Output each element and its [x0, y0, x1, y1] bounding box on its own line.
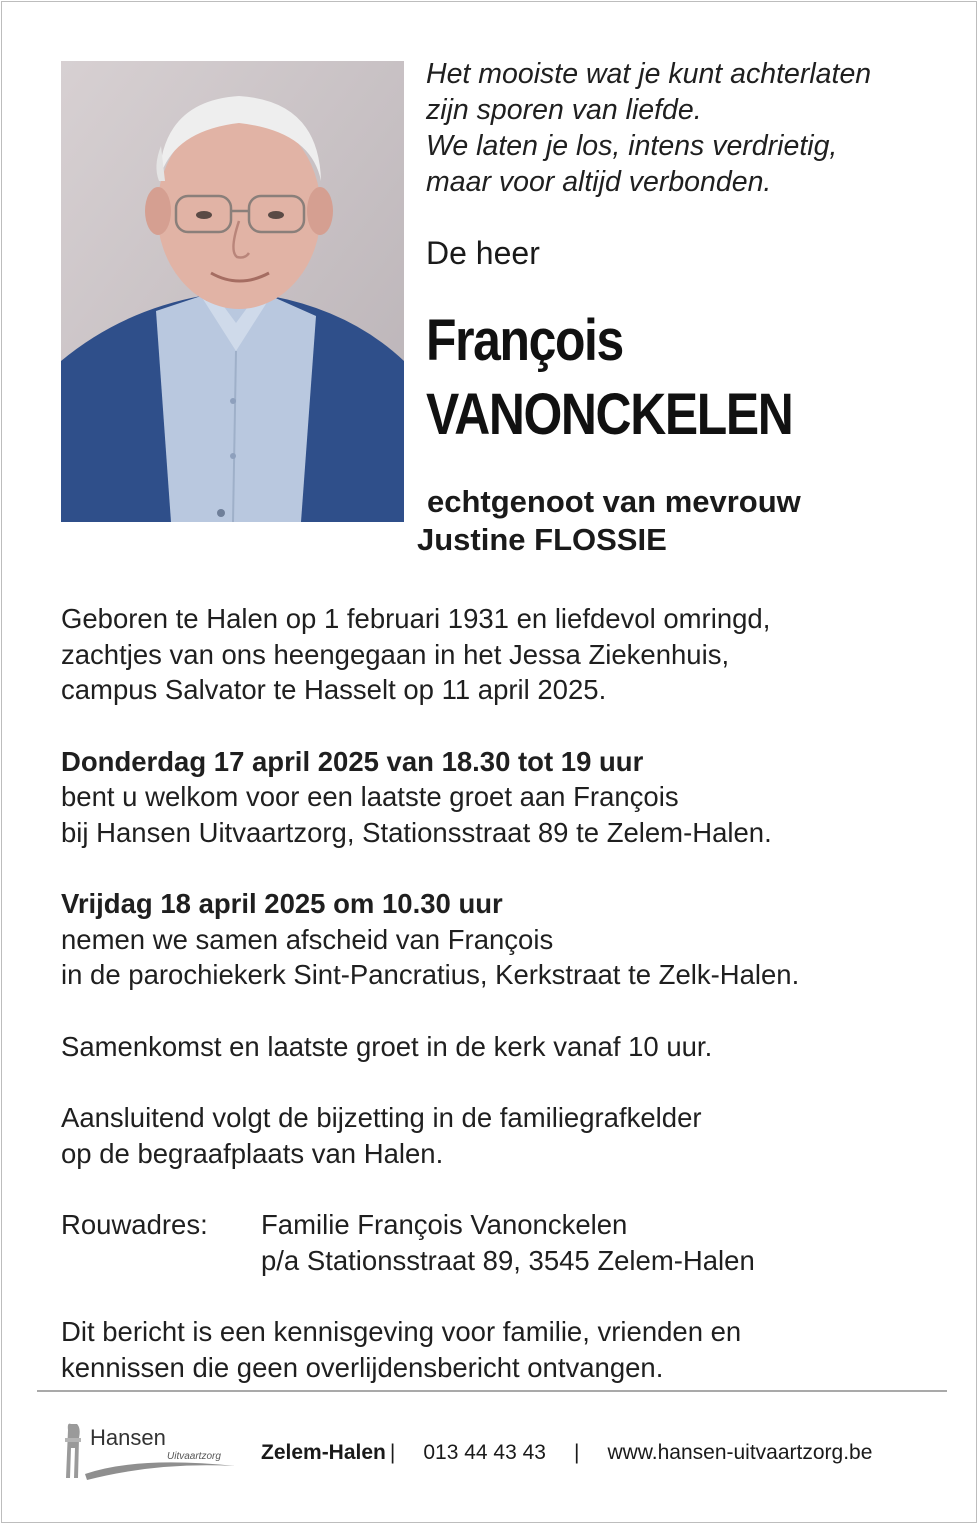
text-line: bij Hansen Uitvaartzorg, Stationsstraat 89 te Zelem-Halen. [61, 816, 772, 848]
obituary-card [1, 1, 977, 1523]
visitation-paragraph [61, 744, 961, 851]
text-line: campus Salvator te Hasselt op 11 april 2025. [61, 674, 607, 705]
logo-name: Hansen [90, 1425, 166, 1450]
deceased-name [426, 304, 792, 452]
footer-divider [37, 1390, 947, 1392]
portrait-photo [61, 61, 404, 522]
portrait-illustration [61, 61, 404, 522]
funeral-heading: Vrijdag 18 april 2025 om 10.30 uur [61, 888, 503, 919]
footer-website: www.hansen-uitvaartzorg.be [607, 1441, 873, 1464]
text-line: Geboren te Halen op 1 februari 1931 en liefdevol omringd, [61, 603, 771, 634]
gathering-paragraph [61, 1029, 961, 1065]
footer-town: Zelem-Halen [261, 1441, 386, 1464]
spouse-relation: echtgenoot van mevrouw [427, 484, 801, 519]
poem-line: Het mooiste wat je kunt achterlaten [426, 58, 872, 90]
footer-phone: 013 44 43 43 [423, 1441, 546, 1464]
visitation-heading: Donderdag 17 april 2025 van 18.30 tot 19 uur [61, 745, 644, 777]
text-line: Aansluitend volgt de bijzetting in de familiegrafkelder [61, 1102, 702, 1133]
poem-line: zijn sporen van liefde. [426, 94, 702, 126]
hansen-logo [57, 1418, 237, 1484]
mourning-address [61, 1207, 961, 1278]
address-label: Rouwadres: [61, 1209, 208, 1240]
text-line: bent u welkom voor een laatste groet aan François [61, 781, 679, 812]
memorial-poem [426, 56, 966, 200]
first-name: François [426, 308, 623, 373]
burial-paragraph [61, 1100, 961, 1171]
poem-line: We laten je los, intens verdrietig, [426, 130, 838, 162]
text-line: kennissen die geen overlijdensbericht ontvangen. [61, 1351, 664, 1383]
notice-paragraph [61, 1314, 961, 1385]
text-line: in de parochiekerk Sint-Pancratius, Kerkstraat te Zelk-Halen. [61, 959, 800, 990]
address-line: Familie François Vanonckelen [261, 1209, 628, 1240]
text-line: zachtjes van ons heengegaan in het Jessa Ziekenhuis, [61, 638, 730, 670]
funeral-paragraph [61, 886, 961, 993]
text-line: Samenkomst en laatste groet in de kerk vanaf 10 uur. [61, 1030, 713, 1062]
address-line: p/a Stationsstraat 89, 3545 Zelem-Halen [261, 1244, 755, 1276]
spouse-name: Justine FLOSSIE [417, 522, 667, 557]
text-line: nemen we samen afscheid van François [61, 923, 554, 955]
last-name: VANONCKELEN [426, 382, 793, 447]
logo-subtitle: Uitvaartzorg [167, 1451, 221, 1462]
footer-contact [261, 1438, 872, 1468]
salutation: De heer [426, 235, 540, 271]
spouse-info [417, 483, 801, 559]
footer-separator: | [573, 1441, 580, 1464]
birth-paragraph [61, 601, 961, 708]
text-line: Dit bericht is een kennisgeving voor familie, vrienden en [61, 1316, 742, 1347]
poem-line: maar voor altijd verbonden. [426, 166, 772, 198]
text-line: op de begraafplaats van Halen. [61, 1137, 444, 1169]
obituary-body [61, 601, 961, 1385]
footer-separator: | [389, 1441, 396, 1464]
